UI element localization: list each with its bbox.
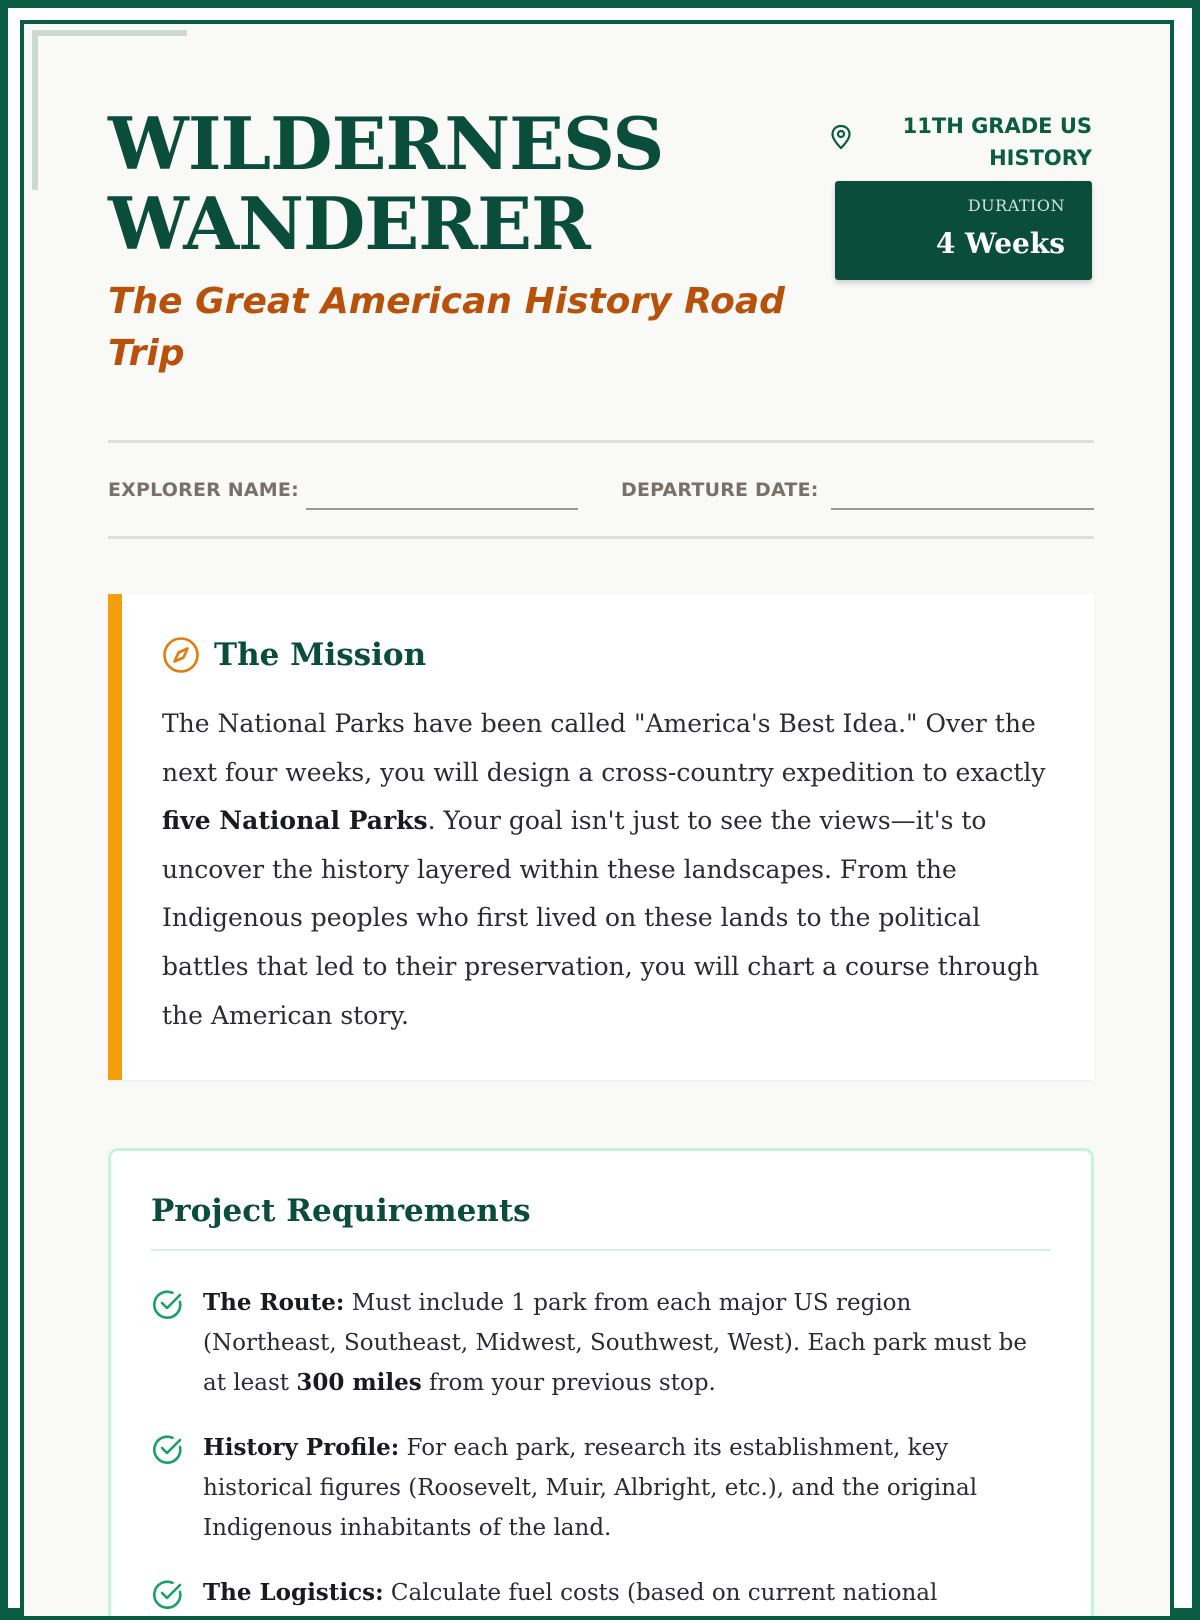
mission-text-part-2: . Your goal isn't just to see the views—it's to uncover the history layered within these landscapes. From the Indigenous peoples who first lived on these lands to the political battles that led to their preservation, you will chart a course through the American story. <box>162 806 1040 1030</box>
page-subtitle: The Great American History Road Trip <box>108 281 785 374</box>
grade-label: 11TH GRADE US HISTORY <box>902 114 1092 170</box>
departure-date-field[interactable] <box>831 508 1094 510</box>
requirement-label: History Profile: <box>203 1434 400 1461</box>
requirement-bold: 300 miles <box>296 1369 422 1396</box>
mission-header <box>162 636 426 674</box>
requirement-item <box>151 1428 1051 1548</box>
worksheet-page <box>20 20 1174 1620</box>
requirement-body: Must include 1 park from each major US region (Northeast, Southeast, Midwest, Southwest, West). Each park must be at least <box>203 1290 1028 1396</box>
requirement-text <box>203 1428 1051 1548</box>
duration-box <box>835 181 1092 280</box>
divider-bottom <box>108 536 1094 539</box>
requirement-body: For each park, research its establishment, key historical figures (Roosevelt, Muir, Albright, etc.), and the original Indigenous inhabitants of the land. <box>203 1435 978 1541</box>
corner-accent-horizontal <box>32 30 187 36</box>
title-line-1: WILDERNESS <box>108 101 664 186</box>
compass-icon <box>162 636 200 674</box>
requirement-body: Calculate fuel costs (based on current national <box>383 1580 938 1606</box>
mission-title: The Mission <box>214 637 427 673</box>
requirements-list <box>151 1283 1051 1620</box>
divider-top <box>108 440 1094 443</box>
requirements-divider <box>151 1249 1051 1251</box>
check-circle-icon <box>151 1577 185 1611</box>
requirements-section <box>108 1148 1094 1620</box>
requirement-item <box>151 1573 1051 1613</box>
check-circle-icon <box>151 1287 185 1321</box>
requirement-text <box>203 1283 1051 1403</box>
requirement-label: The Route: <box>203 1289 345 1316</box>
duration-label: DURATION <box>967 196 1065 215</box>
requirement-item <box>151 1283 1051 1403</box>
mission-section <box>108 594 1094 1080</box>
grade-tag <box>830 110 1092 174</box>
requirement-label: The Logistics: <box>203 1579 384 1606</box>
duration-value: 4 Weeks <box>935 227 1065 260</box>
requirement-text <box>203 1573 937 1613</box>
departure-date-label: DEPARTURE DATE: <box>621 479 819 501</box>
check-circle-icon <box>151 1432 185 1466</box>
corner-accent-vertical <box>32 30 38 190</box>
page-title <box>108 101 664 266</box>
mission-text-bold: five National Parks <box>162 806 428 836</box>
title-line-2: WANDERER <box>108 181 590 266</box>
mission-body <box>162 700 1050 1040</box>
requirements-title: Project Requirements <box>151 1193 531 1229</box>
requirement-body-end: from your previous stop. <box>421 1370 716 1396</box>
explorer-name-label: EXPLORER NAME: <box>108 479 299 501</box>
mission-text-part-1: The National Parks have been called "America's Best Idea." Over the next four weeks, you will design a cross-country expedition to exactly <box>162 709 1046 787</box>
explorer-name-field[interactable] <box>306 508 578 510</box>
map-pin-icon <box>830 124 852 150</box>
